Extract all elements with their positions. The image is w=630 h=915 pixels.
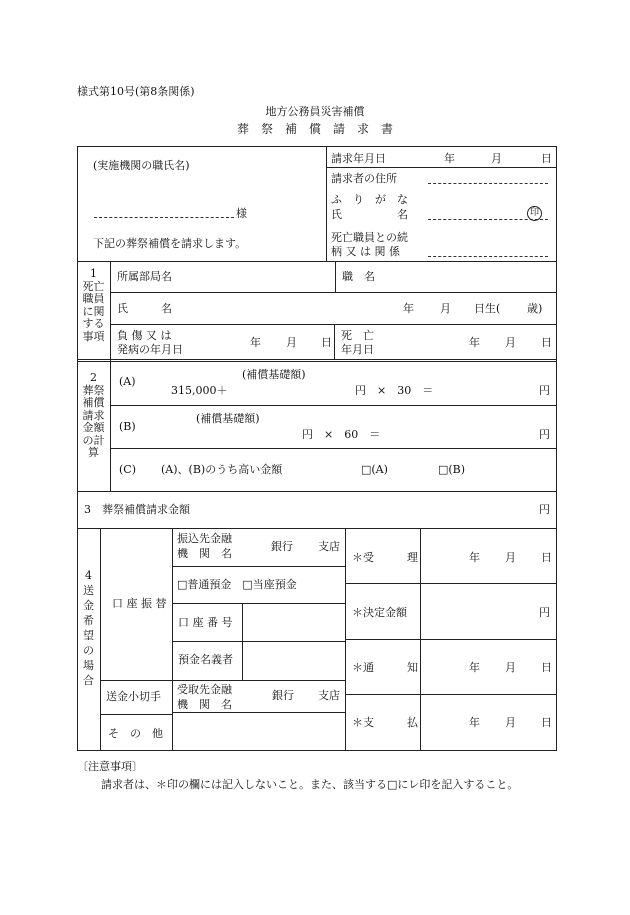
other-label: そ の 他	[108, 727, 163, 740]
formula-b-base-label: (補償基礎額)	[196, 412, 260, 425]
received-label: ＊受 理	[352, 551, 418, 564]
notice-month: 月	[505, 661, 516, 674]
payment-year: 年	[469, 716, 480, 729]
formula-a-label: (A)	[119, 375, 136, 388]
agency-label: (実施機関の職氏名)	[93, 159, 190, 172]
account-transfer-label: 口 座 振 替	[112, 597, 167, 610]
seal-icon: 印	[527, 206, 542, 221]
money-order-label: 送金小切手	[106, 690, 161, 703]
notice-label: ＊通 知	[352, 661, 418, 674]
request-date-year[interactable]: 年	[444, 152, 455, 165]
section3-label: 3 葬祭補償請求金額	[84, 503, 190, 516]
section3-yen[interactable]: 円	[539, 503, 550, 516]
payment-label: ＊支 払	[352, 716, 418, 729]
birth-year[interactable]: 年	[403, 302, 414, 315]
formula-c-text: (A)、(B)のうち高い金額	[161, 463, 283, 476]
section1-label: 1 死亡 職員 に関 する 事項	[82, 267, 105, 343]
address-label: 請求者の住所	[331, 172, 397, 185]
formula-c-label: (C)	[119, 463, 136, 476]
death-date-label-2: 年月日	[341, 343, 374, 356]
payment-day: 日	[541, 716, 552, 729]
injury-day[interactable]: 日	[321, 336, 332, 349]
option-b-checkbox[interactable]: □(B)	[438, 463, 466, 476]
request-text: 下記の葬祭補償を請求します。	[93, 237, 247, 250]
relation-field[interactable]	[428, 256, 548, 257]
notes-text: 請求者は、＊印の欄には記入しないこと。また、該当する□にレ印を記入すること。	[101, 778, 519, 791]
formula-a-amount: 315,000＋	[171, 384, 228, 397]
receiver-label-2: 機 関 名	[177, 698, 232, 711]
death-month[interactable]: 月	[505, 336, 516, 349]
injury-date-label-1: 負 傷 又 は	[117, 329, 172, 342]
age[interactable]: 歳)	[527, 302, 543, 315]
section4-label: 4 送 金 希 望 の 場 合	[83, 569, 94, 687]
form-subtitle: 地方公務員災害補償	[265, 105, 365, 118]
claimant-name-label: 氏 名	[331, 208, 408, 221]
relation-label-2: 柄 又 は 関 係	[331, 245, 400, 258]
position-label: 職 名	[342, 270, 375, 283]
received-month: 月	[505, 551, 516, 564]
death-date-label-1: 死 亡	[341, 329, 374, 342]
decided-amount-yen: 円	[539, 606, 550, 619]
received-year: 年	[469, 551, 480, 564]
birth-day[interactable]: 日生(	[474, 302, 501, 315]
request-date-month[interactable]: 月	[491, 152, 502, 165]
account-holder-label: 預金名義者	[178, 653, 233, 666]
receiver-label-1: 受取先金融	[177, 683, 232, 696]
request-date-label: 請求年月日	[331, 152, 386, 165]
option-a-checkbox[interactable]: □(A)	[361, 463, 388, 476]
notice-day: 日	[541, 661, 552, 674]
branch-name[interactable]: 支店	[318, 540, 340, 553]
formula-b-label: (B)	[119, 420, 136, 433]
account-number-label: 口 座 番 号	[178, 616, 233, 629]
section2-label: 2 葬祭 補償 請求 金額 の計 算	[82, 371, 105, 459]
received-day: 日	[541, 551, 552, 564]
formula-a-base-label: (補償基礎額)	[242, 368, 306, 381]
receiver-branch-name[interactable]: 支店	[318, 689, 340, 702]
birth-month[interactable]: 月	[440, 302, 451, 315]
payment-month: 月	[505, 716, 516, 729]
bank-name[interactable]: 銀行	[271, 540, 293, 553]
agency-name-field[interactable]	[94, 217, 234, 218]
bank-label-2: 機 関 名	[177, 547, 232, 560]
notice-year: 年	[469, 661, 480, 674]
decided-amount-label: ＊決定金額	[352, 606, 407, 619]
injury-month[interactable]: 月	[286, 336, 297, 349]
form-number: 様式第10号(第8条関係)	[77, 85, 195, 98]
deceased-name-label: 氏 名	[117, 302, 172, 315]
death-day[interactable]: 日	[541, 336, 552, 349]
relation-label-1: 死亡職員との続	[331, 231, 408, 244]
bank-label-1: 振込先金融	[177, 532, 232, 545]
deposit-type-checkboxes[interactable]: □普通預金 □当座預金	[177, 578, 297, 591]
form-title: 葬 祭 補 償 請 求 書	[236, 122, 393, 136]
department-label: 所属部局名	[117, 270, 172, 283]
address-field[interactable]	[428, 183, 548, 184]
injury-year[interactable]: 年	[250, 336, 261, 349]
formula-b-formula: 円 × 60 ＝	[302, 428, 381, 441]
formula-a-yen[interactable]: 円	[539, 384, 550, 397]
notes-heading: 〔注意事項〕	[77, 760, 143, 773]
formula-a-formula: 円 × 30 ＝	[355, 384, 434, 397]
formula-b-yen[interactable]: 円	[539, 428, 550, 441]
honorific: 様	[236, 207, 247, 220]
death-year[interactable]: 年	[469, 336, 480, 349]
injury-date-label-2: 発病の年月日	[117, 343, 183, 356]
request-date-day[interactable]: 日	[541, 152, 552, 165]
receiver-bank-name[interactable]: 銀行	[272, 689, 294, 702]
furigana-label: ふ り が な	[331, 193, 408, 206]
